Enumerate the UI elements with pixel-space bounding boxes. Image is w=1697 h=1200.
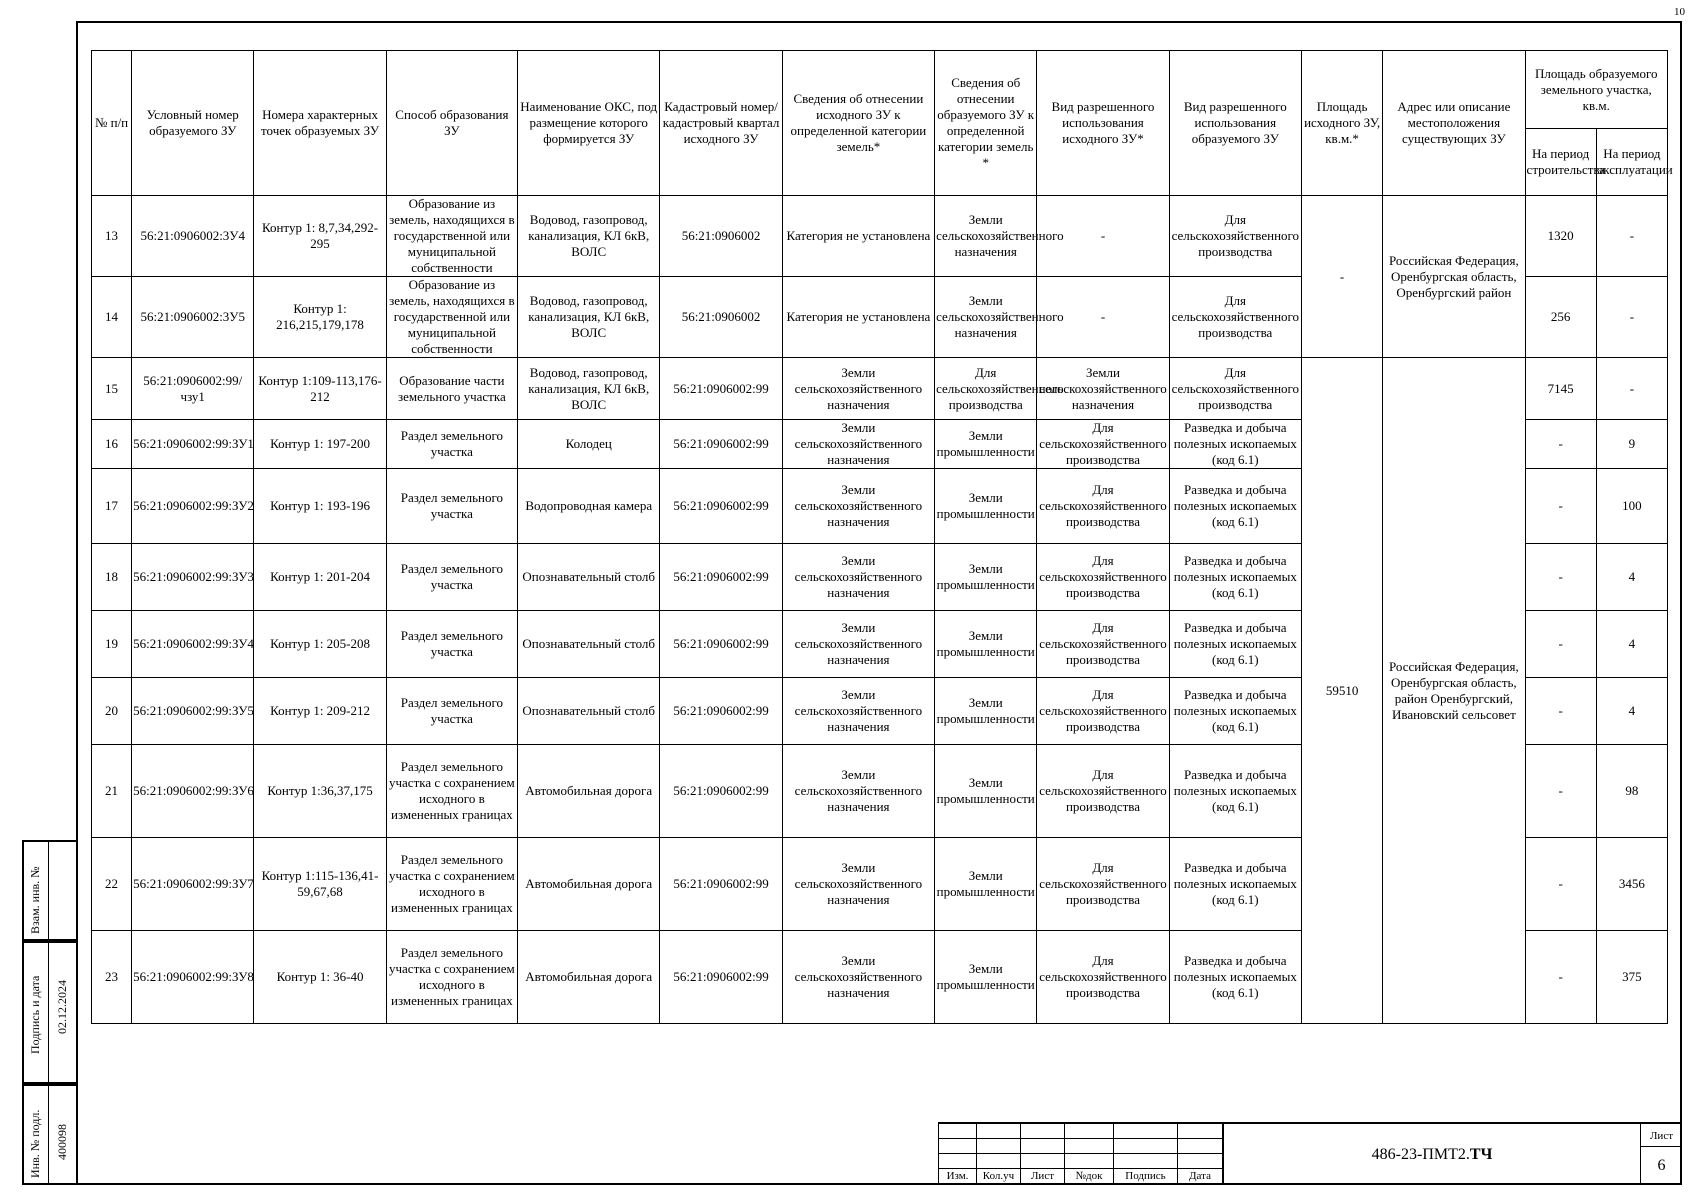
row-points: Контур 1: 205-208 (254, 611, 386, 678)
row-cadastral: 56:21:0906002:99 (660, 469, 782, 544)
row-number: 23 (92, 931, 132, 1024)
row-method: Раздел земельного участка с сохранением исходного в измененных границах (386, 745, 517, 838)
row-cat-src: Земли сельскохозяйственного назначения (782, 358, 934, 420)
merged-address: Российская Федерация, Оренбургская область, Оренбургский район (1383, 196, 1525, 358)
row-points: Контур 1: 216,215,179,178 (254, 277, 386, 358)
row-area-exploit: 4 (1596, 611, 1667, 678)
sidebar-divider (48, 840, 49, 1185)
merged-address: Российская Федерация, Оренбургская область, район Оренбургский, Ивановский сельсовет (1383, 358, 1525, 1024)
row-cat-new: Земли промышленности (935, 838, 1037, 931)
stamp-col-label: Подпись (1114, 1169, 1178, 1184)
row-method: Образование части земельного участка (386, 358, 517, 420)
row-area-build: - (1525, 745, 1596, 838)
row-cond-num: 56:21:0906002:99:ЗУ1 (132, 420, 254, 469)
row-use-src: Для сельскохозяйственного производства (1037, 469, 1169, 544)
row-method: Раздел земельного участка (386, 544, 517, 611)
row-cat-src: Земли сельскохозяйственного назначения (782, 611, 934, 678)
row-area-build: - (1525, 611, 1596, 678)
row-use-src: Земли сельскохозяйственного назначения (1037, 358, 1169, 420)
row-number: 21 (92, 745, 132, 838)
row-area-exploit: 375 (1596, 931, 1667, 1024)
row-area-exploit: - (1596, 196, 1667, 277)
title-block (938, 1122, 1682, 1185)
header-use-new: Вид разрешенного использования образуемого ЗУ (1169, 51, 1301, 196)
row-cat-src: Земли сельскохозяйственного назначения (782, 544, 934, 611)
row-points: Контур 1:109-113,176-212 (254, 358, 386, 420)
land-plots-table (91, 50, 1673, 1024)
row-cat-new: Земли промышленности (935, 931, 1037, 1024)
row-area-build: - (1525, 420, 1596, 469)
row-area-exploit: - (1596, 277, 1667, 358)
row-cond-num: 56:21:0906002:99:ЗУ2 (132, 469, 254, 544)
sidebar-label-podpis: Подпись и дата (28, 975, 42, 1054)
row-use-new: Для сельскохозяйственного производства (1169, 358, 1301, 420)
row-area-exploit: 4 (1596, 544, 1667, 611)
header-oks: Наименование ОКС, под размещение которого формируется ЗУ (518, 51, 660, 196)
row-use-new: Для сельскохозяйственного производства (1169, 277, 1301, 358)
row-area-build: 256 (1525, 277, 1596, 358)
header-cond-num: Условный номер образуемого ЗУ (132, 51, 254, 196)
revision-table (938, 1122, 1223, 1184)
row-use-src: Для сельскохозяйственного производства (1037, 838, 1169, 931)
row-area-build: - (1525, 931, 1596, 1024)
row-method: Раздел земельного участка (386, 420, 517, 469)
header-cadastral: Кадастровый номер/ кадастровый квартал исходного ЗУ (660, 51, 782, 196)
row-area-build: - (1525, 469, 1596, 544)
row-cat-new: Земли сельскохозяйственного назначения (935, 196, 1037, 277)
row-oks: Водовод, газопровод, канализация, КЛ 6кВ, ВОЛС (518, 358, 660, 420)
header-method: Способ образования ЗУ (386, 51, 517, 196)
sidebar-label-inv: Инв. № подл. (28, 1109, 42, 1178)
header-use-src: Вид разрешенного использования исходного ЗУ* (1037, 51, 1169, 196)
row-cat-new: Земли промышленности (935, 420, 1037, 469)
table-row (92, 196, 1668, 277)
row-cat-new: Для сельскохозяйственного производства (935, 358, 1037, 420)
row-points: Контур 1:115-136,41-59,67,68 (254, 838, 386, 931)
row-cond-num: 56:21:0906002:3У4 (132, 196, 254, 277)
header-cat-new: Сведения об отнесении образуемого ЗУ к определенной категории земель * (935, 51, 1037, 196)
row-oks: Автомобильная дорога (518, 931, 660, 1024)
row-cond-num: 56:21:0906002:99:ЗУ4 (132, 611, 254, 678)
row-cat-new: Земли сельскохозяйственного назначения (935, 277, 1037, 358)
header-cat-src: Сведения об отнесении исходного ЗУ к определенной категории земель* (782, 51, 934, 196)
row-method: Образование из земель, находящихся в государственной или муниципальной собственности (386, 277, 517, 358)
row-use-new: Разведка и добыча полезных ископаемых (код 6.1) (1169, 611, 1301, 678)
row-oks: Водовод, газопровод, канализация, КЛ 6кВ, ВОЛС (518, 277, 660, 358)
row-use-src: - (1037, 196, 1169, 277)
row-area-exploit: 98 (1596, 745, 1667, 838)
row-area-build: - (1525, 678, 1596, 745)
row-oks: Опознавательный столб (518, 611, 660, 678)
sheet-label: Лист (1641, 1126, 1682, 1147)
row-use-new: Для сельскохозяйственного производства (1169, 196, 1301, 277)
row-cat-new: Земли промышленности (935, 678, 1037, 745)
row-oks: Автомобильная дорога (518, 838, 660, 931)
row-cat-new: Земли промышленности (935, 611, 1037, 678)
row-cond-num: 56:21:0906002:99:ЗУ3 (132, 544, 254, 611)
row-cadastral: 56:21:0906002:99 (660, 611, 782, 678)
stamp-col-label: Изм. (939, 1169, 977, 1184)
row-area-exploit: - (1596, 358, 1667, 420)
row-oks: Опознавательный столб (518, 544, 660, 611)
row-points: Контур 1: 8,7,34,292-295 (254, 196, 386, 277)
row-method: Раздел земельного участка (386, 611, 517, 678)
row-cond-num: 56:21:0906002:99:ЗУ5 (132, 678, 254, 745)
row-area-exploit: 100 (1596, 469, 1667, 544)
row-cat-new: Земли промышленности (935, 469, 1037, 544)
row-use-src: Для сельскохозяйственного производства (1037, 544, 1169, 611)
header-area-exploit: На период эксплуатации (1596, 129, 1667, 196)
row-oks: Водовод, газопровод, канализация, КЛ 6кВ, ВОЛС (518, 196, 660, 277)
stamp-col-label: №док (1065, 1169, 1114, 1184)
row-use-new: Разведка и добыча полезных ископаемых (код 6.1) (1169, 678, 1301, 745)
row-number: 15 (92, 358, 132, 420)
row-use-new: Разведка и добыча полезных ископаемых (код 6.1) (1169, 420, 1301, 469)
stamp-col-label: Дата (1178, 1169, 1223, 1184)
row-cadastral: 56:21:0906002:99 (660, 678, 782, 745)
header-address: Адрес или описание местоположения существующих ЗУ (1383, 51, 1525, 196)
row-method: Раздел земельного участка с сохранением исходного в измененных границах (386, 931, 517, 1024)
row-points: Контур 1:36,37,175 (254, 745, 386, 838)
row-oks: Автомобильная дорога (518, 745, 660, 838)
row-number: 14 (92, 277, 132, 358)
row-cat-new: Земли промышленности (935, 544, 1037, 611)
row-cat-new: Земли промышленности (935, 745, 1037, 838)
row-use-src: - (1037, 277, 1169, 358)
row-use-src: Для сельскохозяйственного производства (1037, 931, 1169, 1024)
row-cat-src: Земли сельскохозяйственного назначения (782, 469, 934, 544)
row-cat-src: Земли сельскохозяйственного назначения (782, 420, 934, 469)
row-method: Раздел земельного участка с сохранением исходного в измененных границах (386, 838, 517, 931)
row-cat-src: Земли сельскохозяйственного назначения (782, 931, 934, 1024)
row-method: Раздел земельного участка (386, 469, 517, 544)
document-code (1222, 1122, 1640, 1185)
sidebar-label-vzam: Взам. инв. № (28, 866, 42, 934)
row-oks: Колодец (518, 420, 660, 469)
header-area-src: Площадь исходного ЗУ, кв.м.* (1301, 51, 1382, 196)
row-area-build: 7145 (1525, 358, 1596, 420)
row-number: 16 (92, 420, 132, 469)
row-oks: Опознавательный столб (518, 678, 660, 745)
row-points: Контур 1: 197-200 (254, 420, 386, 469)
approval-sidebar (22, 840, 77, 1185)
row-use-src: Для сельскохозяйственного производства (1037, 678, 1169, 745)
header-num: № п/п (92, 51, 132, 196)
row-cat-src: Категория не установлена (782, 277, 934, 358)
sheet-box (1640, 1122, 1682, 1185)
row-cadastral: 56:21:0906002:99 (660, 838, 782, 931)
header-points: Номера характерных точек образуемых ЗУ (254, 51, 386, 196)
row-area-exploit: 9 (1596, 420, 1667, 469)
row-number: 18 (92, 544, 132, 611)
row-cond-num: 56:21:0906002:3У5 (132, 277, 254, 358)
row-cadastral: 56:21:0906002:99 (660, 745, 782, 838)
row-use-new: Разведка и добыча полезных ископаемых (код 6.1) (1169, 469, 1301, 544)
row-oks: Водопроводная камера (518, 469, 660, 544)
row-use-new: Разведка и добыча полезных ископаемых (код 6.1) (1169, 544, 1301, 611)
row-cadastral: 56:21:0906002:99 (660, 544, 782, 611)
row-area-build: 1320 (1525, 196, 1596, 277)
corner-page-number: 10 (1674, 6, 1685, 18)
merged-area-src: - (1301, 196, 1382, 358)
row-cond-num: 56:21:0906002:99:ЗУ7 (132, 838, 254, 931)
row-method: Образование из земель, находящихся в государственной или муниципальной собственности (386, 196, 517, 277)
row-cat-src: Категория не установлена (782, 196, 934, 277)
row-cadastral: 56:21:0906002:99 (660, 931, 782, 1024)
doc-code-suffix: ТЧ (1469, 1145, 1493, 1163)
row-use-new: Разведка и добыча полезных ископаемых (код 6.1) (1169, 838, 1301, 931)
row-points: Контур 1: 201-204 (254, 544, 386, 611)
row-cat-src: Земли сельскохозяйственного назначения (782, 745, 934, 838)
row-number: 22 (92, 838, 132, 931)
row-points: Контур 1: 209-212 (254, 678, 386, 745)
header-area-new: Площадь образуемого земельного участка, кв.м. (1525, 51, 1667, 129)
row-number: 17 (92, 469, 132, 544)
row-area-exploit: 3456 (1596, 838, 1667, 931)
row-cond-num: 56:21:0906002:99:ЗУ6 (132, 745, 254, 838)
row-use-src: Для сельскохозяйственного производства (1037, 611, 1169, 678)
sidebar-date: 02.12.2024 (55, 980, 69, 1034)
row-area-build: - (1525, 544, 1596, 611)
row-cadastral: 56:21:0906002:99 (660, 420, 782, 469)
row-cond-num: 56:21:0906002:99:ЗУ8 (132, 931, 254, 1024)
sheet-number: 6 (1657, 1157, 1666, 1174)
row-points: Контур 1: 36-40 (254, 931, 386, 1024)
row-area-exploit: 4 (1596, 678, 1667, 745)
stamp-col-label: Кол.уч (977, 1169, 1021, 1184)
row-cadastral: 56:21:0906002 (660, 277, 782, 358)
row-number: 20 (92, 678, 132, 745)
row-cadastral: 56:21:0906002 (660, 196, 782, 277)
doc-code-text: 486-23-ПМТ2. (1371, 1145, 1470, 1163)
row-number: 19 (92, 611, 132, 678)
table-row (92, 358, 1668, 420)
sidebar-inv-num: 400098 (55, 1124, 69, 1160)
row-points: Контур 1: 193-196 (254, 469, 386, 544)
row-number: 13 (92, 196, 132, 277)
row-cat-src: Земли сельскохозяйственного назначения (782, 838, 934, 931)
header-area-build: На период строительства (1525, 129, 1596, 196)
row-cond-num: 56:21:0906002:99/чзу1 (132, 358, 254, 420)
merged-area-src: 59510 (1301, 358, 1382, 1024)
stamp-col-label: Лист (1021, 1169, 1065, 1184)
row-use-src: Для сельскохозяйственного производства (1037, 745, 1169, 838)
row-cadastral: 56:21:0906002:99 (660, 358, 782, 420)
row-cat-src: Земли сельскохозяйственного назначения (782, 678, 934, 745)
row-use-new: Разведка и добыча полезных ископаемых (код 6.1) (1169, 745, 1301, 838)
row-method: Раздел земельного участка (386, 678, 517, 745)
row-use-src: Для сельскохозяйственного производства (1037, 420, 1169, 469)
row-use-new: Разведка и добыча полезных ископаемых (код 6.1) (1169, 931, 1301, 1024)
row-area-build: - (1525, 838, 1596, 931)
